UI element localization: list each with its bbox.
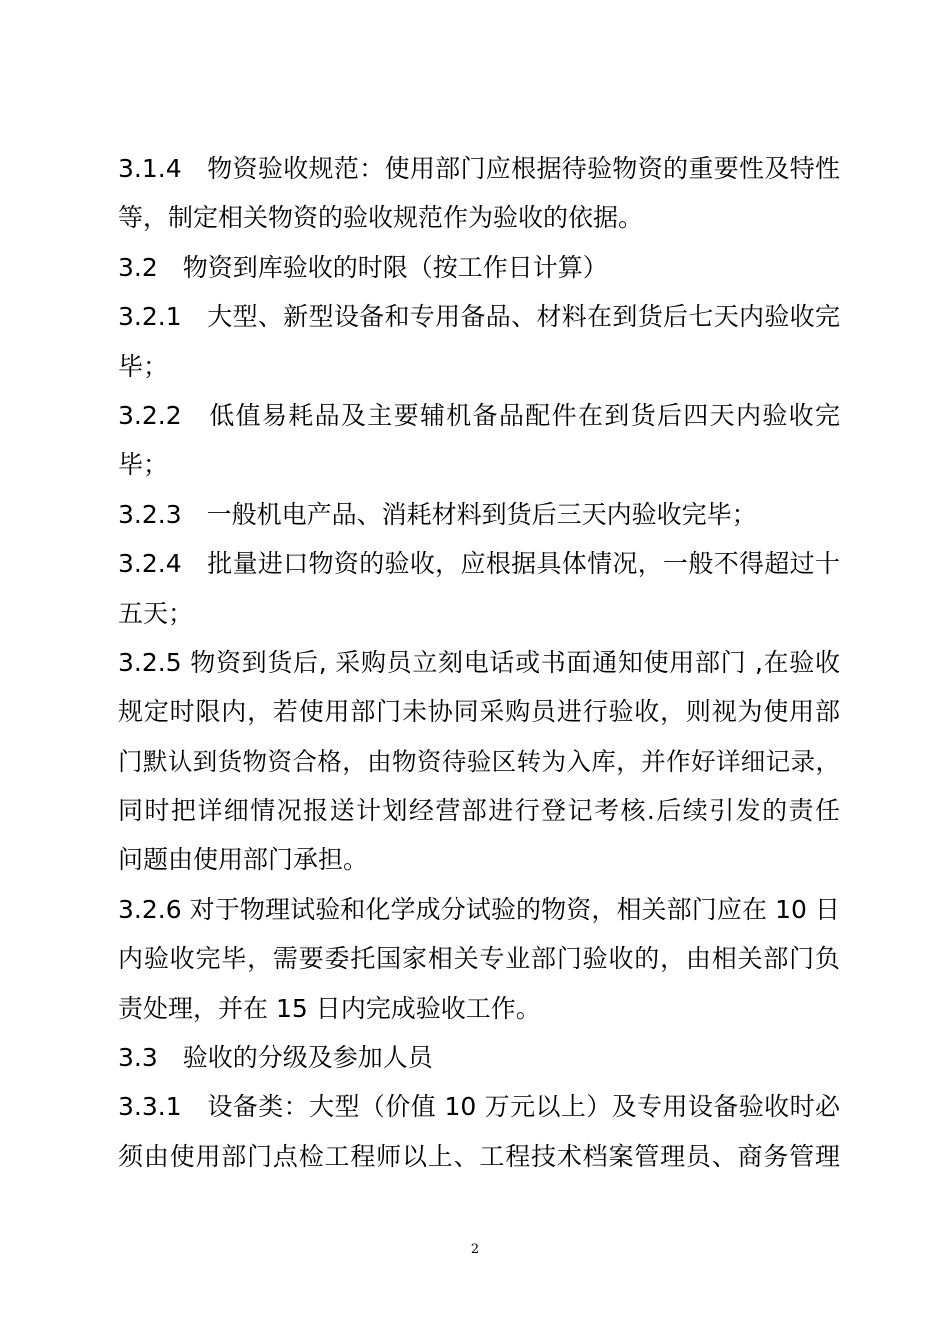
text-line: 3.2.2 低值易耗品及主要辅机备品配件在到货后四天内验收完	[118, 400, 840, 430]
text-line: 3.2.4 批量进口物资的验收，应根据具体情况，一般不得超过十	[118, 549, 840, 579]
text-line: 毕；	[118, 450, 169, 480]
text-line: 3.3.1 设备类：大型（价值 10 万元以上）及专用设备验收时必	[118, 1092, 840, 1122]
text-line: 同时把详细情况报送计划经营部进行登记考核.后续引发的责任	[118, 796, 840, 826]
text-line: 五天；	[118, 598, 194, 628]
text-line: 3.2.5 物资到货后, 采购员立刻电话或书面通知使用部门 ,在验收	[118, 647, 840, 677]
text-line: 内验收完毕，需要委托国家相关专业部门验收的，由相关部门负	[118, 944, 840, 974]
text-line: 须由使用部门点检工程师以上、工程技术档案管理员、商务管理	[118, 1141, 840, 1171]
text-line: 3.2 物资到库验收的时限（按工作日计算）	[118, 252, 608, 282]
page-number: 2	[470, 1242, 480, 1257]
text-line: 等，制定相关物资的验收规范作为验收的依据。	[118, 203, 644, 233]
text-line: 责处理，并在 15 日内完成验收工作。	[118, 993, 541, 1023]
text-line: 门默认到货物资合格，由物资待验区转为入库，并作好详细记录，	[118, 746, 840, 776]
text-line: 3.2.1 大型、新型设备和专用备品、材料在到货后七天内验收完	[118, 302, 840, 332]
text-line: 3.3 验收的分级及参加人员	[118, 1043, 433, 1073]
text-line: 毕；	[118, 351, 169, 381]
text-line: 规定时限内，若使用部门未协同采购员进行验收，则视为使用部	[118, 697, 840, 727]
text-line: 3.2.3 一般机电产品、消耗材料到货后三天内验收完毕；	[118, 499, 757, 529]
text-line: 3.1.4 物资验收规范：使用部门应根据待验物资的重要性及特性	[118, 154, 840, 183]
text-line: 问题由使用部门承担。	[118, 845, 369, 875]
text-line: 3.2.6 对于物理试验和化学成分试验的物资，相关部门应在 10 日	[118, 894, 840, 924]
document-body	[118, 144, 840, 1181]
